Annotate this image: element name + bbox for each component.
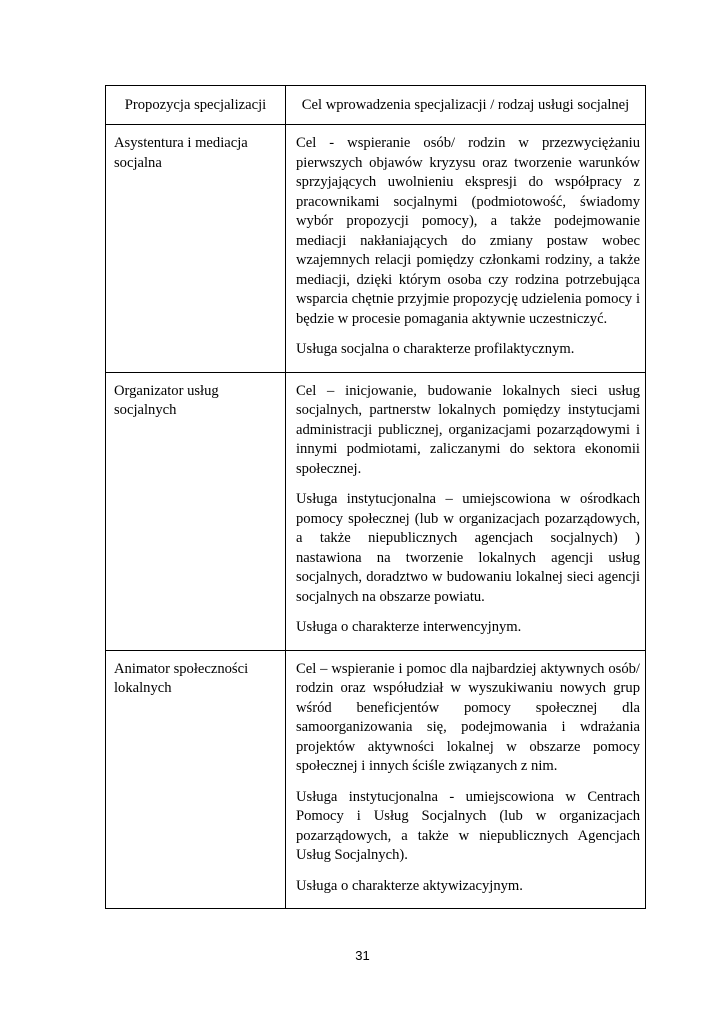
- header-cell-proposal: [106, 86, 286, 125]
- specialization-name-cell: [106, 372, 286, 650]
- description-paragraph: Cel – inicjowanie, budowanie lokalnych sieci usług socjalnych, partnerstw lokalnych pomiędzy instytucjami administracji publicznej, organizacjami pozarządowymi i innymi podmiotami, zaliczanymi do sektora ekonomii społecznej.: [296, 382, 640, 477]
- table-row: [106, 650, 646, 909]
- specialization-name: Asystentura i mediacja socjalna: [114, 135, 248, 171]
- page-number: 31: [355, 948, 370, 963]
- specialization-name: Organizator usług socjalnych: [114, 382, 219, 418]
- description-paragraph: Cel – wspieranie i pomoc dla najbardziej aktywnych osób/ rodzin oraz współudział w wyszukiwaniu nowych grup wśród beneficjentów pomocy społecznej dla samoorganizowania się, podejmowania i wdrażania projektów aktywności lokalnej w obszarze pomocy społecznej i innych ściśle związanych z nim.: [296, 660, 640, 774]
- header-cell-goal: [286, 86, 646, 125]
- table-header-row: [106, 86, 646, 125]
- service-type-paragraph: Usługa o charakterze interwencyjnym.: [296, 619, 522, 635]
- description-paragraph: Usługa instytucjonalna – umiejscowiona w ośrodkach pomocy społecznej (lub w organizacjach pozarządowych, a także niepublicznych agencjach socjalnych) ) nastawiona na tworzenie lokalnych agencji usług socjalnych, doradztwo w budowaniu lokalnej sieci agencji socjalnych na obszarze powiatu.: [296, 491, 640, 605]
- table-row: [106, 372, 646, 650]
- specialization-description-cell: [286, 650, 646, 909]
- specialization-name-cell: [106, 125, 286, 373]
- description-paragraph: Cel - wspieranie osób/ rodzin w przezwyciężaniu pierwszych objawów kryzysu oraz tworzenie warunków sprzyjających uwolnieniu ekspresji do współpracy z pracownikami socjalnymi (podmiotowość, świadomy wybór propozycji pomocy), a także podejmowanie mediacji nakłaniających do zmiany postaw wobec wzajemnych relacji pomiędzy członkami rodziny, a także mediacji, dzięki którym osoba czy rodzina potrzebująca wsparcia chętnie przyjmie propozycję udzielenia pomocy i będzie w procesie pomagania aktywnie uczestniczyć.: [296, 135, 640, 327]
- specialization-name-cell: [106, 650, 286, 909]
- table-row: [106, 125, 646, 373]
- specialization-name: Animator społeczności lokalnych: [114, 660, 249, 696]
- specialization-table: [105, 85, 646, 909]
- service-type-paragraph: Usługa o charakterze aktywizacyjnym.: [296, 877, 523, 894]
- specialization-description-cell: [286, 372, 646, 650]
- description-paragraph: Usługa instytucjonalna - umiejscowiona w Centrach Pomocy i Usług Socjalnych (lub w organizacjach pozarządowych, a także w niepublicznych Agencjach Usług Socjalnych).: [296, 788, 640, 863]
- service-type-paragraph: Usługa socjalna o charakterze profilaktycznym.: [296, 341, 575, 357]
- header-label-proposal: Propozycja specjalizacji: [124, 97, 267, 114]
- header-label-goal: Cel wprowadzenia specjalizacji / rodzaj usługi socjalnej: [301, 97, 630, 114]
- specialization-description-cell: [286, 125, 646, 373]
